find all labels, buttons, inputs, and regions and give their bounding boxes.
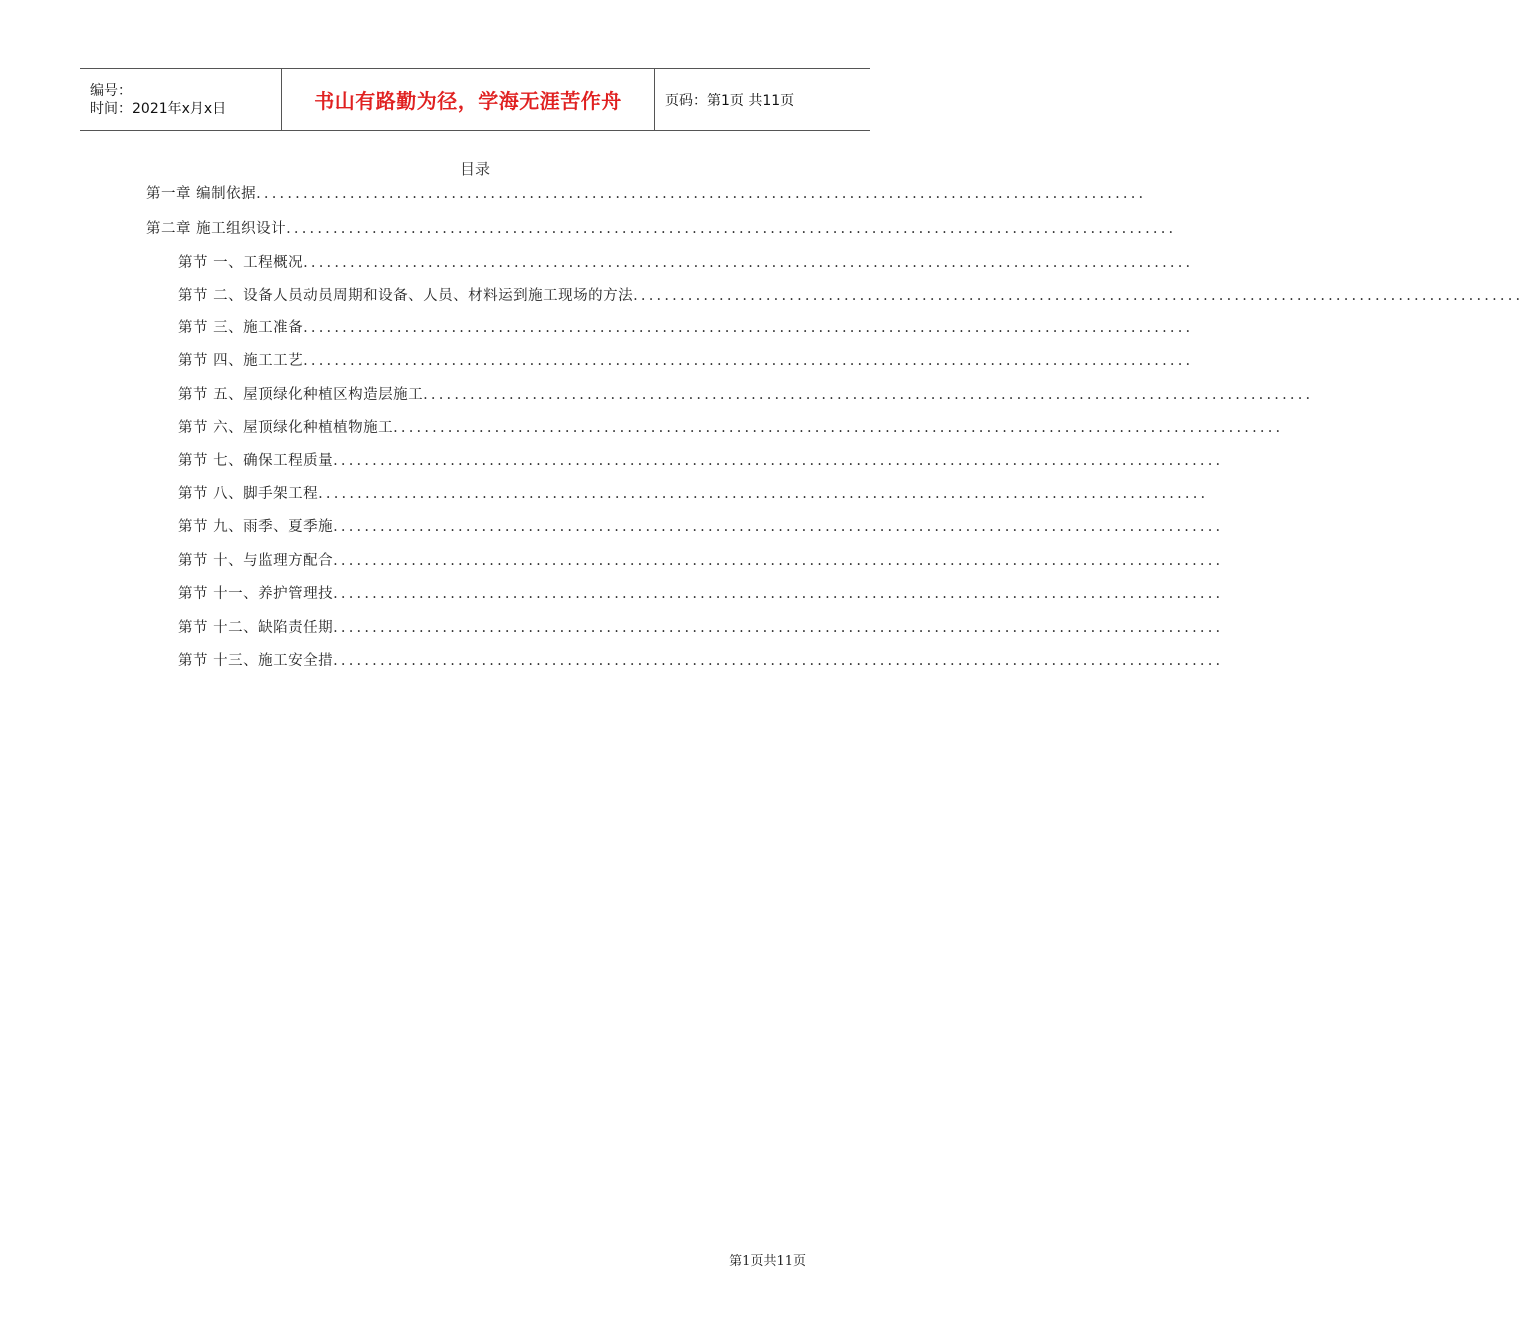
toc-leader-dots: .................................................................................................................. xyxy=(333,519,1224,535)
toc-entry-label: 第节 七、确保工程质量 xyxy=(178,453,334,469)
toc-entry-section-9[interactable] xyxy=(178,515,1224,535)
toc-entry-label: 第节 一、工程概况 xyxy=(178,255,304,271)
toc-entry-section-2[interactable] xyxy=(178,284,1523,304)
toc-entry-label: 第节 十三、施工安全措 xyxy=(178,653,334,669)
toc-entry-label: 第节 五、屋顶绿化种植区构造层施工 xyxy=(178,387,424,403)
page-info-text: 页码：第1页 共11页 xyxy=(665,92,795,109)
toc-entry-label: 第节 六、屋顶绿化种植植物施工 xyxy=(178,420,394,436)
page-footer-number: 第1页共11页 xyxy=(729,1254,806,1269)
header-motto xyxy=(282,69,655,130)
toc-entry-section-5[interactable] xyxy=(178,383,1314,403)
toc-leader-dots: .................................................................................................................. xyxy=(303,255,1194,271)
toc-entry-section-13[interactable] xyxy=(178,649,1224,669)
toc-entry-section-6[interactable] xyxy=(178,416,1284,436)
toc-entry-section-10[interactable] xyxy=(178,549,1224,569)
toc-leader-dots: .................................................................................................................. xyxy=(286,221,1177,237)
toc-leader-dots: .................................................................................................................. xyxy=(303,353,1194,369)
toc-entry-chapter-2[interactable] xyxy=(146,217,1177,237)
document-header xyxy=(80,68,870,131)
toc-entry-label: 第节 十一、养护管理技 xyxy=(178,586,334,602)
document-number-label: 编号： xyxy=(90,82,132,99)
toc-leader-dots: .................................................................................................................. xyxy=(333,620,1224,636)
toc-leader-dots: .................................................................................................................. xyxy=(393,420,1284,436)
toc-leader-dots: .................................................................................................................. xyxy=(633,288,1523,304)
motto-text: 书山有路勤为径，学海无涯苦作舟 xyxy=(314,89,622,113)
toc-entry-label: 第节 三、施工准备 xyxy=(178,320,304,336)
toc-entry-section-4[interactable] xyxy=(178,349,1194,369)
toc-entry-label: 第一章 编制依据 xyxy=(146,186,257,202)
toc-entry-label: 第节 九、雨季、夏季施 xyxy=(178,519,334,535)
toc-entry-label: 第节 八、脚手架工程 xyxy=(178,486,319,502)
document-date: 时间：2021年x月x日 xyxy=(90,100,227,117)
toc-leader-dots: .................................................................................................................. xyxy=(256,186,1147,202)
toc-leader-dots: .................................................................................................................. xyxy=(333,553,1224,569)
header-meta xyxy=(80,69,282,130)
toc-leader-dots: .................................................................................................................. xyxy=(333,453,1224,469)
toc-entry-label: 第节 十、与监理方配合 xyxy=(178,553,334,569)
toc-entry-section-3[interactable] xyxy=(178,316,1194,336)
toc-title: 目录 xyxy=(459,160,490,178)
toc-leader-dots: .................................................................................................................. xyxy=(303,320,1194,336)
toc-leader-dots: .................................................................................................................. xyxy=(318,486,1209,502)
toc-leader-dots: .................................................................................................................. xyxy=(333,586,1224,602)
header-page-info xyxy=(655,69,870,130)
toc-entry-section-8[interactable] xyxy=(178,482,1209,502)
toc-entry-label: 第节 十二、缺陷责任期 xyxy=(178,620,334,636)
toc-entry-label: 第节 四、施工工艺 xyxy=(178,353,304,369)
toc-entry-label: 第二章 施工组织设计 xyxy=(146,221,287,237)
toc-entry-section-12[interactable] xyxy=(178,616,1224,636)
toc-entry-label: 第节 二、设备人员动员周期和设备、人员、材料运到施工现场的方法 xyxy=(178,288,634,304)
toc-leader-dots: .................................................................................................................. xyxy=(333,653,1224,669)
toc-entry-section-11[interactable] xyxy=(178,582,1224,602)
toc-entry-section-1[interactable] xyxy=(178,251,1194,271)
toc-entry-chapter-1[interactable] xyxy=(146,182,1147,202)
toc-entry-section-7[interactable] xyxy=(178,449,1224,469)
toc-leader-dots: .................................................................................................................. xyxy=(423,387,1314,403)
